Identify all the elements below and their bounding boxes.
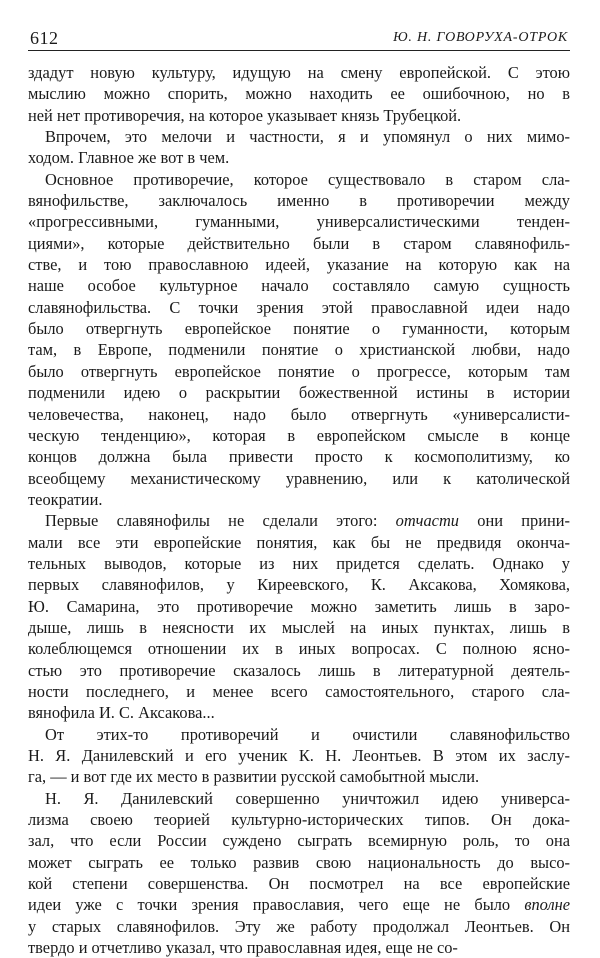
- text-line: вянофила И. С. Аксакова...: [28, 703, 215, 723]
- text-line: «прогрессивными, гуманными, универсалистическими тенден-: [28, 212, 570, 232]
- page-header: [28, 22, 570, 51]
- text-line: концов должна была привести просто к космополитизму, ко: [28, 447, 570, 467]
- text-line: Основное противоречие, которое существовало в старом сла-: [45, 169, 570, 189]
- text-segment: они прини-: [477, 511, 570, 531]
- text-line: твердо и отчетливо указал, что православная идея, еще не со-: [28, 938, 458, 958]
- text-line: у старых славянофилов. Эту же работу продолжал Леонтьев. Он: [28, 916, 570, 936]
- text-line: здадут новую культуру, идущую на смену европейской. С этою: [28, 63, 570, 82]
- paragraph: [28, 126, 570, 169]
- text-line: га, — и вот где их место в развитии русской самобытной мысли.: [28, 767, 480, 787]
- text-line: стью это противоречие сказалось лишь в литературной деятель-: [28, 660, 570, 680]
- text-line: наше особое культурное начало составляло самую сущность: [28, 276, 570, 296]
- text-line: [28, 510, 570, 531]
- text-line: мыслию можно спорить, можно находить ее ошибочною, но в: [28, 84, 570, 104]
- text-line: славянофильства. С точки зрения этой православной идеи надо: [28, 297, 570, 317]
- text-line: тельных выводов, которые из них придется сделать. Однако у: [28, 553, 570, 573]
- text-line: теократии.: [28, 489, 103, 509]
- text-line: всеобщему механистическому уравнению, или к католической: [28, 468, 570, 488]
- text-segment: идеи уже с точки зрения православия, чего еще не было: [28, 895, 511, 915]
- text-line: [28, 894, 570, 915]
- paragraph: [28, 724, 570, 788]
- text-line: ности последнего, и менее всего самостоятельного, старого сла-: [28, 681, 570, 701]
- text-line: Н. Я. Данилевский совершенно уничтожил идею универса-: [45, 788, 570, 808]
- text-line: дыше, лишь в неясности их мыслей на иных пунктах, лишь в: [28, 617, 570, 637]
- text-line: От этих-то противоречий и очистили славянофильство: [45, 724, 570, 744]
- text-line: Впрочем, это мелочи и частности, я и упомянул о них мимо-: [45, 127, 570, 147]
- text-line: человечества, наконец, надо было отвергнуть «универсалисти-: [28, 404, 570, 424]
- text-line: может сыграть ее только развив свою национальность до высо-: [28, 852, 570, 872]
- text-line: было отвергнуть европейское понятие о гуманности, которым: [28, 319, 570, 339]
- text-line: там, в Европе, подменили понятие о христианской любви, надо: [28, 340, 570, 360]
- text-line: было отвергнуть европейское понятие о прогрессе, которым там: [28, 361, 570, 381]
- text-segment: Первые славянофилы не сделали этого:: [45, 511, 378, 531]
- paragraph: [28, 62, 570, 126]
- paragraph: [28, 169, 570, 511]
- text-line: ней нет противоречия, на которое указывает князь Трубецкой.: [28, 105, 462, 125]
- page-number: 612: [30, 28, 59, 48]
- text-line: подменили идею о раскрытии божественной истины в истории: [28, 383, 570, 403]
- text-line: Ю. Самарина, это противоречие можно заметить лишь в заро-: [28, 596, 570, 616]
- body-text: [28, 62, 570, 958]
- text-line: циями», которые действительно были в старом славянофиль-: [28, 233, 570, 253]
- text-line: вянофильстве, заключалось именно в противоречии между: [28, 191, 570, 211]
- text-line: первых славянофилов, у Киреевского, К. Аксакова, Хомякова,: [28, 575, 570, 595]
- text-line: стве, и тою православною идеей, указание на которую как на: [28, 255, 570, 275]
- italic-emphasis: вполне: [524, 895, 570, 915]
- text-line: колеблющемся отношении их в иных вопросах. С полною ясно-: [28, 639, 570, 659]
- italic-emphasis: отчасти: [395, 511, 459, 531]
- text-line: ческую тенденцию», которая в европейском смысле в конце: [28, 425, 570, 445]
- paragraph: [28, 788, 570, 958]
- text-line: Н. Я. Данилевский и его ученик К. Н. Леонтьев. В этом их заслу-: [28, 746, 570, 765]
- text-line: мали все эти европейские понятия, как бы не предвидя оконча-: [28, 532, 570, 552]
- text-line: зал, что если России суждено сыграть всемирную роль, то она: [28, 831, 570, 851]
- running-head: Ю. Н. ГОВОРУХА-ОТРОК: [393, 30, 568, 45]
- text-line: лизма своею теорией культурно-исторических типов. Он дока-: [28, 810, 570, 830]
- text-line: ходом. Главное же вот в чем.: [28, 148, 230, 168]
- paragraph: [28, 510, 570, 723]
- text-line: кой степени совершенства. Он посмотрел на все европейские: [28, 874, 570, 894]
